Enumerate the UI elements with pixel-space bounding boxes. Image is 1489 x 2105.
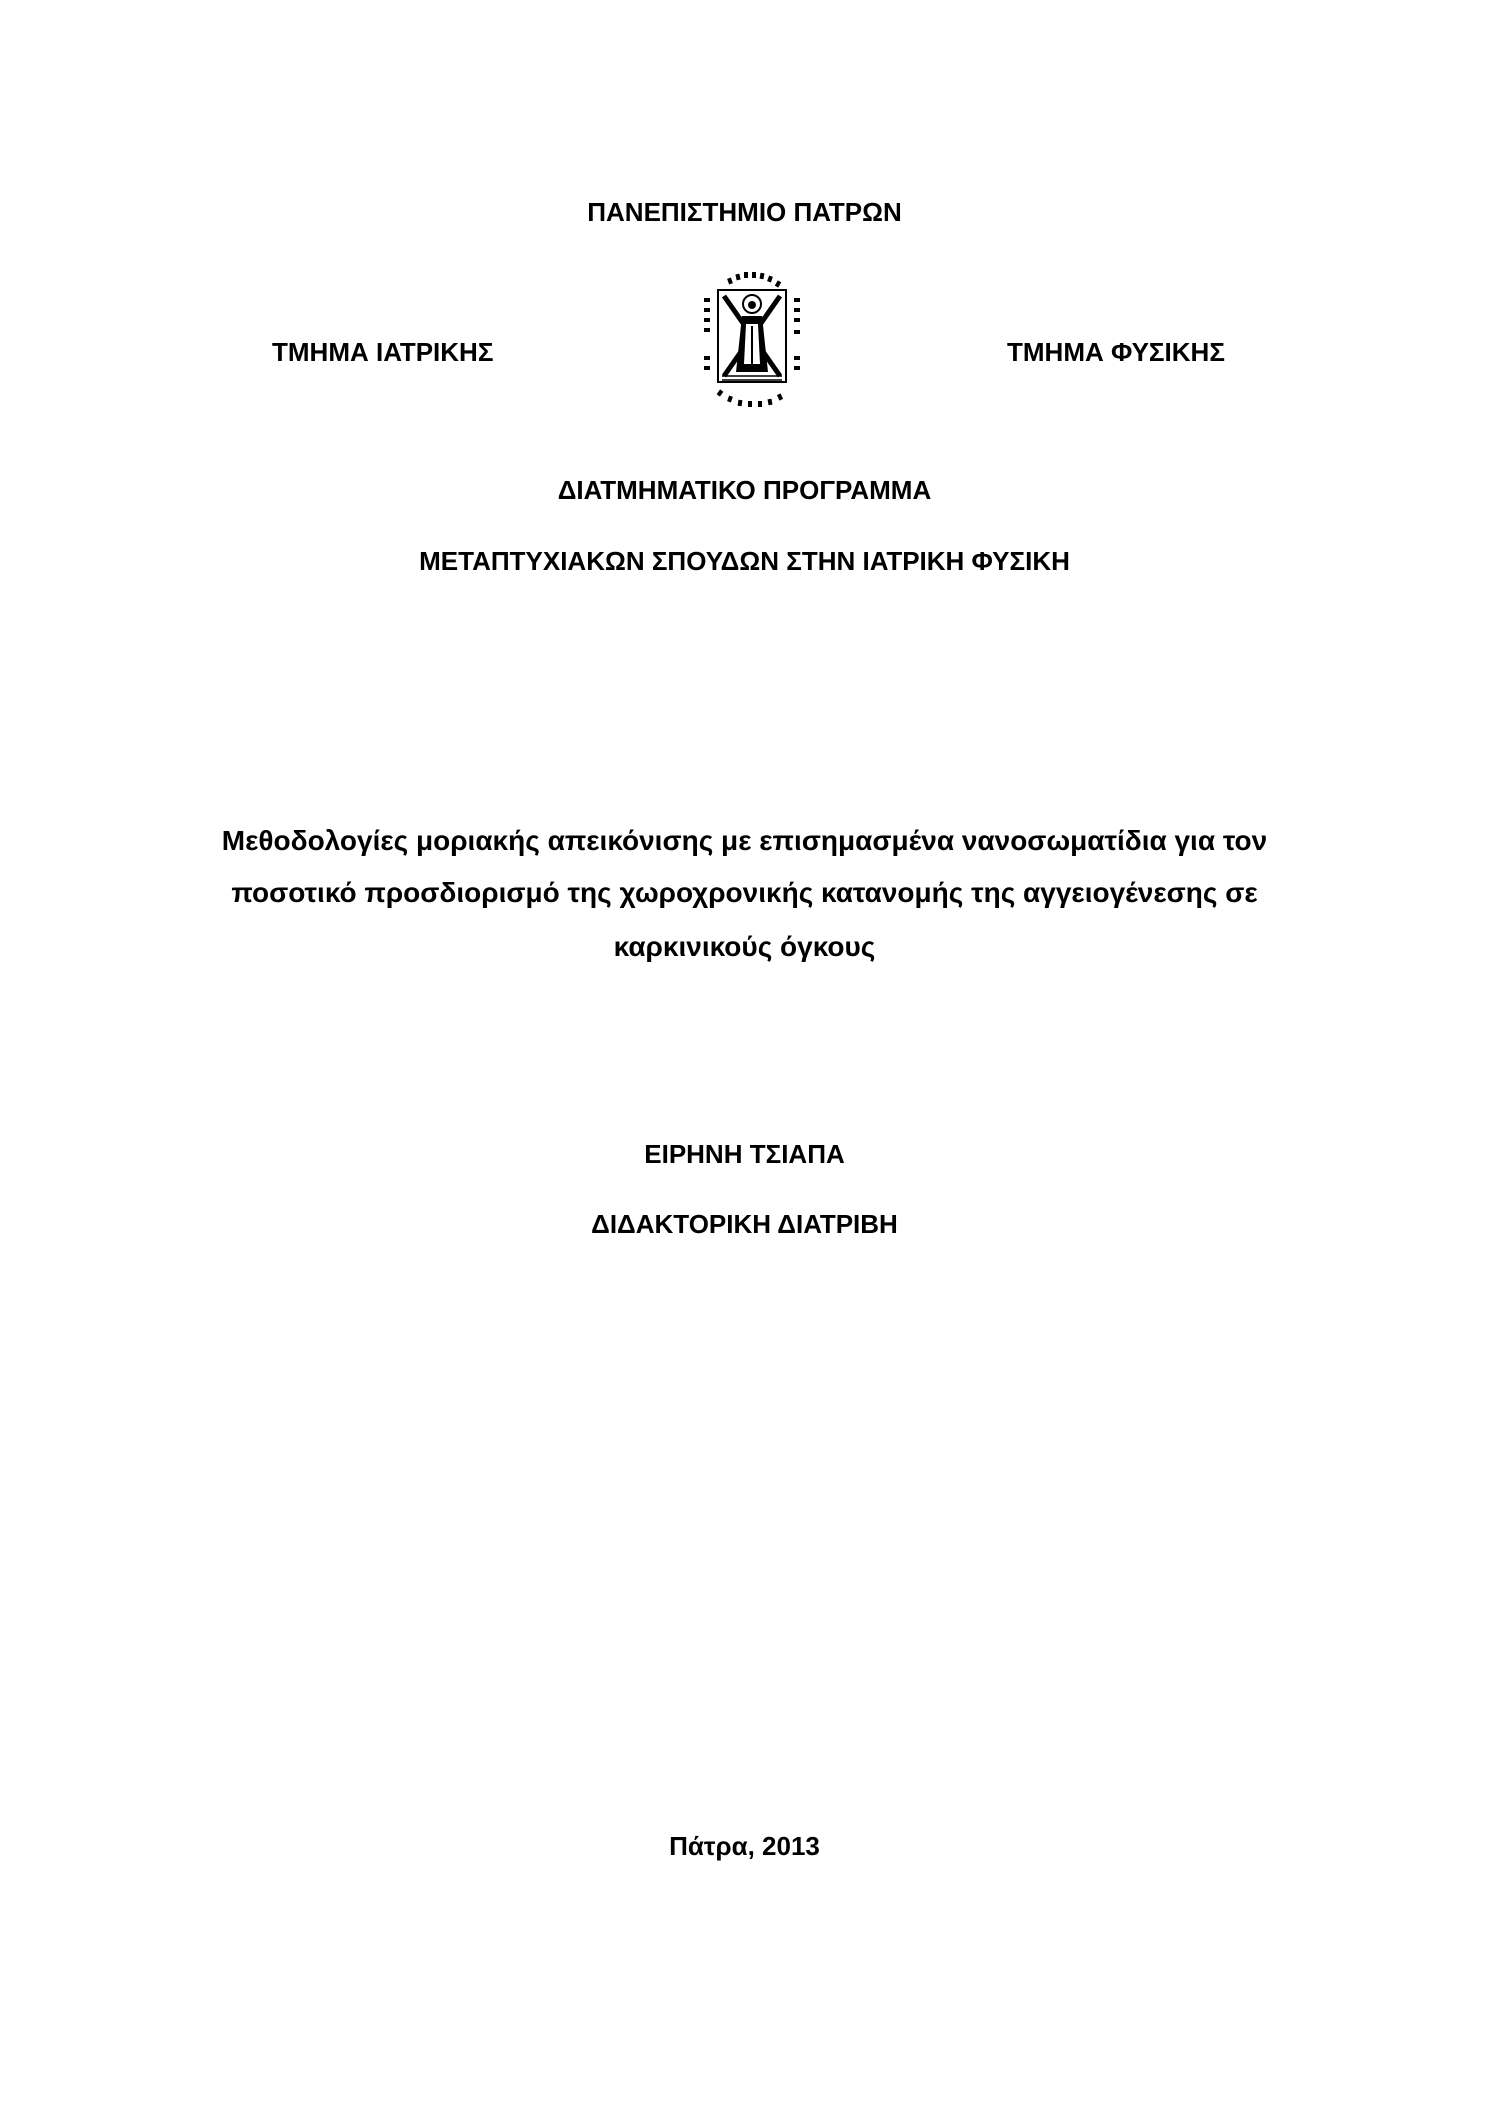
- place-year: Πάτρα, 2013: [669, 1831, 820, 1861]
- thesis-title-line-2: ποσοτικό προσδιορισμό της χωροχρονικής κατανομής της αγγειογένεσης σε: [231, 877, 1258, 908]
- university-name: ΠΑΝΕΠΙΣΤΗΜΙΟ ΠΑΤΡΩΝ: [587, 197, 902, 227]
- university-seal-icon: [688, 268, 816, 416]
- author-name: ΕΙΡΗΝΗ ΤΣΙΑΠΑ: [644, 1139, 845, 1169]
- department-medicine: ΤΜΗΜΑ ΙΑΤΡΙΚΗΣ: [272, 337, 494, 367]
- program-line-1: ΔΙΑΤΜΗΜΑΤΙΚΟ ΠΡΟΓΡΑΜΜΑ: [557, 475, 932, 505]
- program-line-2: ΜΕΤΑΠΤΥΧΙΑΚΩΝ ΣΠΟΥΔΩΝ ΣΤΗΝ ΙΑΤΡΙΚΗ ΦΥΣΙΚΗ: [419, 546, 1070, 576]
- document-type: ΔΙΔΑΚΤΟΡΙΚΗ ΔΙΑΤΡΙΒΗ: [591, 1209, 898, 1239]
- thesis-title-line-3: καρκινικούς όγκους: [613, 931, 876, 962]
- thesis-title-line-1: Μεθοδολογίες μοριακής απεικόνισης με επισημασμένα νανοσωματίδια για τον: [221, 825, 1268, 856]
- department-physics: ΤΜΗΜΑ ΦΥΣΙΚΗΣ: [1007, 337, 1225, 367]
